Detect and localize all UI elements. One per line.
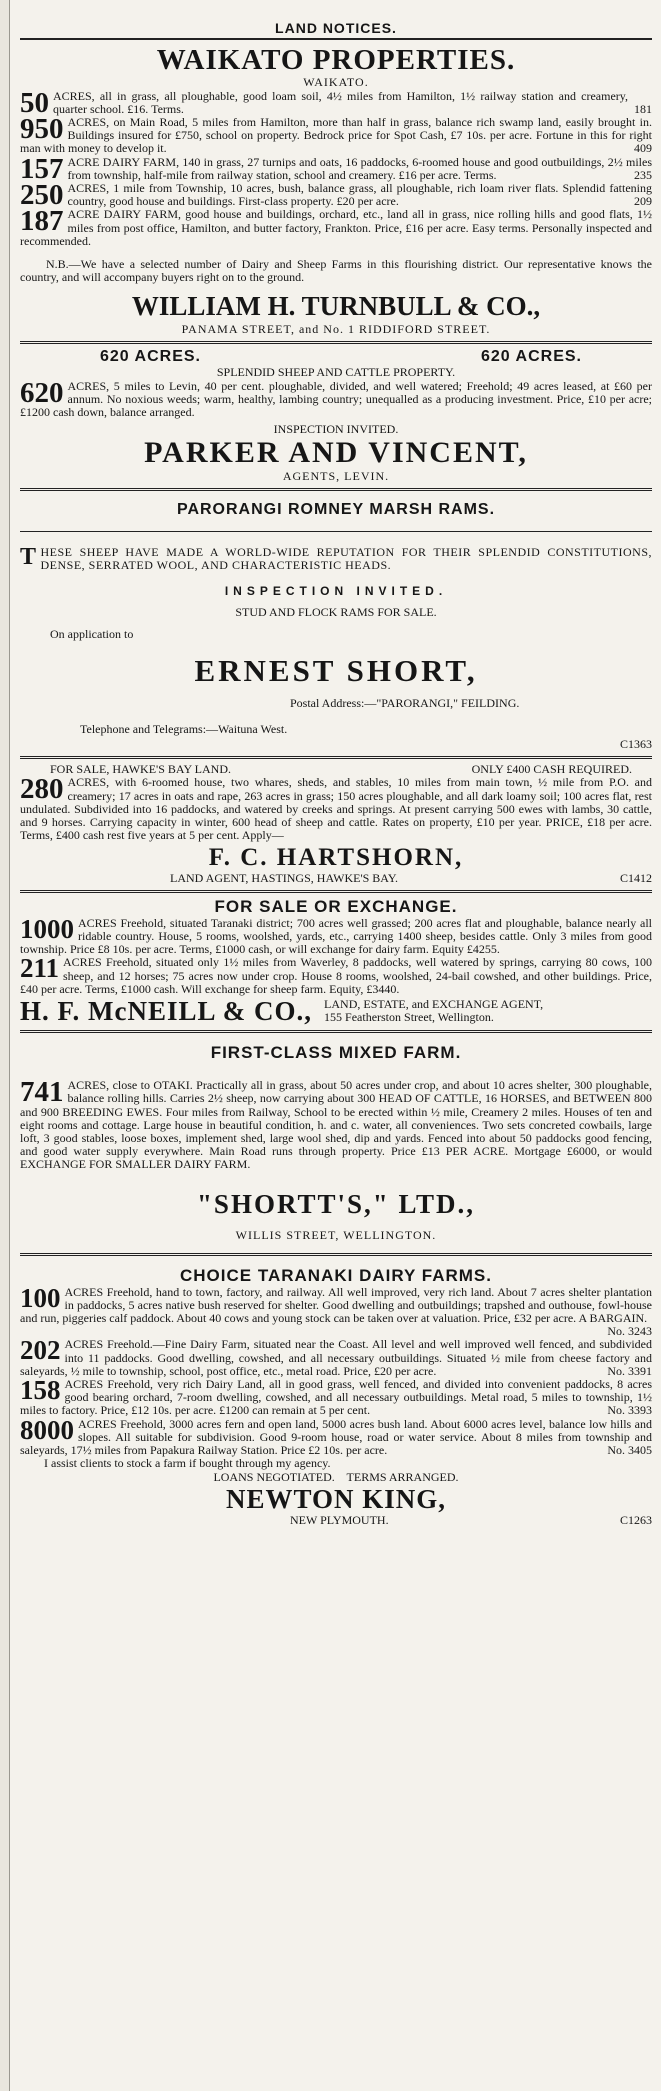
listing-item (20, 1374, 652, 1418)
listing-text: ACRES, 1 mile from Township, 10 acres, bush, balance grass, all ploughable, rich loam river flats. Splendid fattening country, good house and buildings. First-class property. £20 per acre. (67, 180, 652, 209)
mixed-farm-ad (20, 1043, 652, 1242)
mixed-address: WILLIS STREET, WELLINGTON. (235, 1227, 437, 1242)
mixed-agent: "SHORTT'S," LTD., (196, 1188, 476, 1219)
listing-item (20, 152, 652, 185)
listing-acres: 280 (20, 773, 64, 806)
listing-acres: 157 (20, 152, 64, 185)
listing-text: ACRES Freehold.—Fine Dairy Farm, situated near the Coast. All level and well improved well fenced, and subdivided into 11 paddocks. Good dwelling, cowshed, and all necessary outbuildings. Situated ½ mile from cheese factory and saleyards, ½ mile to township, school, post office, etc., metal road. Price, £20 per acre. (20, 1337, 652, 1378)
hawkes-right-head: ONLY £400 CASH REQUIRED. (471, 761, 632, 776)
listing-acres: 187 (20, 205, 64, 238)
levin-left-head: 620 ACRES. (100, 348, 201, 366)
listing-text: ACRES, with 6-roomed house, two whares, sheds, and stables, 10 miles from main town, ½ mile from P.O. and creamery; 17 acres in oats and rape, 263 acres in grass; 150 acres ploughable, and all dark loamy soil; 100 acres flat, rest undulated. Subdivided into 16 paddocks, and watered by creeks and springs. At present carrying 500 ewes with lambs, 30 cattle, and 9 horses. Carrying capacity in winter, 600 head of sheep and cattle. Rates on property, £10 per year. PRICE, £18 per acre. Terms, £400 cash rest five years at 5 per cent. (20, 775, 652, 843)
taranaki-title: CHOICE TARANAKI DAIRY FARMS. (180, 1265, 492, 1285)
taranaki-location: NEW PLYMOUTH. (290, 1513, 389, 1528)
listing-ref: No. 3391 (607, 1363, 652, 1378)
listing-item (20, 86, 652, 119)
listing-ref: 209 (634, 194, 652, 209)
hawkes-ref: C1412 (619, 871, 652, 886)
listing-acres: 158 (20, 1374, 61, 1405)
parorangi-ad (20, 501, 652, 752)
waikato-address: PANAMA STREET, and No. 1 RIDDIFORD STREET. (181, 322, 491, 337)
parorangi-inspection: INSPECTION INVITED. (224, 584, 448, 599)
listing-acres: 211 (20, 953, 60, 984)
listing-acres: 202 (20, 1335, 61, 1366)
listing-text: ACRES, close to OTAKI. Practically all in grass, about 50 acres under crop, and about 10 acres shelter, 300 ploughable, balance rolling hills. Carries 2½ sheep, now carrying about 300 HEAD OF CATTLE, 16 HORSES, and BETWEEN 800 and 900 BREEDING EWES. Four miles from Railway, School to be erected within ½ mile, Creamery 2 miles. Houses of ten and eight rooms and cottage. Large house in beautiful condition, h. and c. water, all conveniences. Two sets concreted cowbails, large loft, 3 good stables, loose boxes, implement shed, large wool shed, dip and yards. Fenced into about 50 paddocks good fencing, and good water supply everywhere. Main Road runs through property. Price £13 PER ACRE. Mortgage £6000, or would EXCHANGE FOR SMALLER DAIRY FARM. (20, 1078, 652, 1172)
listing-text: ACRES Freehold, situated only 1½ miles from Waverley, 8 paddocks, well watered by springs, carrying 80 cows, 100 sheep, and 12 horses; 75 acres now under crop. House 8 rooms, woolshed, 24-bail cowshed, and other buildings. Price, £40 per acre. Terms, £1000 cash. Will exchange for sheep farm. Equity, £3440. (20, 955, 652, 996)
listing-text: ACRES Freehold, very rich Dairy Land, all in good grass, well fenced, and divided into convenient paddocks, 8 acres good bearing orchard, 7-room dwelling, cowshed, and all necessary outbuildings. Metal road, 5 miles to township, 1½ miles to factory. Price, £12 10s. per acre. £1200 can remain at 5 per cent. (20, 1376, 652, 1418)
hawkes-bay-ad (20, 763, 652, 886)
taranaki-ref: C1263 (619, 1513, 652, 1528)
listing-text: ACRES Freehold, 3000 acres fern and open land, 5000 acres bush land. About 6000 acres level, balance low hills and slopes. All suitable for subdivision. Good 9-room house, road or water service. About 8 miles from township and saleyards, 17½ miles from Papakura Railway Station. Price £2 10s. per acre. (20, 1416, 652, 1457)
levin-inspection: INSPECTION INVITED. (273, 422, 399, 437)
listing-item (20, 1335, 652, 1378)
waikato-agent: WILLIAM H. TURNBULL & CO., (131, 291, 541, 322)
parorangi-stud: STUD AND FLOCK RAMS FOR SALE. (235, 605, 437, 620)
levin-right-head: 620 ACRES. (481, 348, 582, 366)
waikato-nb: N.B.—We have a selected number of Dairy and Sheep Farms in this flourishing district. Our representative knows the country, and will accompany buyers right on to the ground. (20, 256, 652, 285)
levin-location: AGENTS, LEVIN. (282, 468, 390, 483)
taranaki-loans: LOANS NEGOTIATED. TERMS ARRANGED. (213, 1469, 459, 1484)
hawkes-agent: F. C. HARTSHORN, (208, 844, 464, 872)
levin-ad (20, 348, 652, 484)
waikato-title: WAIKATO PROPERTIES. (156, 44, 516, 76)
parorangi-telephone: Telephone and Telegrams:—Waituna West. (80, 721, 288, 736)
levin-subtitle: SPLENDID SHEEP AND CATTLE PROPERTY. (216, 365, 456, 380)
parorangi-body (20, 543, 652, 573)
listing-acres: 1000 (20, 913, 74, 944)
waikato-subtitle: WAIKATO. (303, 75, 369, 89)
listing-ref: 181 (634, 101, 652, 116)
listing-item (20, 205, 652, 248)
listing-ref: 235 (634, 167, 652, 182)
listing-ref: No. 3243 (607, 1324, 652, 1339)
listing-item (20, 773, 652, 843)
mixed-title: FIRST-CLASS MIXED FARM. (210, 1043, 462, 1063)
parorangi-agent: ERNEST SHORT, (194, 653, 478, 689)
hawkes-apply: Apply— (241, 828, 284, 843)
land-notices-column (20, 0, 652, 1528)
parorangi-ref: C1363 (619, 737, 652, 752)
listing-item (20, 1282, 652, 1339)
exchange-agent-desc: LAND, ESTATE, and EXCHANGE AGENT, (324, 997, 544, 1012)
levin-agent: PARKER AND VINCENT, (144, 435, 528, 469)
listing-ref: 409 (634, 141, 652, 156)
exchange-agent-addr: 155 Featherston Street, Wellington. (324, 1010, 494, 1025)
parorangi-application: On application to (50, 626, 134, 641)
waikato-ad (20, 44, 652, 337)
parorangi-postal: Postal Address:—"PARORANGI," FEILDING. (290, 696, 520, 711)
taranaki-ad (20, 1266, 652, 1528)
listing-acres: 8000 (20, 1414, 74, 1445)
listing-text: ACRES, 5 miles to Levin, 40 per cent. ploughable, divided, and well watered; Freehold; 49 acres leased, at £60 per annum. No noxious weeds; warm, healthy, lambing country; unequalled as a producing investment. Price, £10 per acre; £1200 cash down, balance arranged. (20, 378, 652, 420)
listing-item (20, 1414, 652, 1458)
exchange-title: FOR SALE OR EXCHANGE. (214, 896, 458, 916)
listing-acres: 741 (20, 1076, 64, 1109)
hawkes-left-head: FOR SALE, HAWKE'S BAY LAND. (50, 761, 231, 776)
listing-acres: 100 (20, 1282, 61, 1313)
page-gutter (0, 0, 10, 2091)
listing-acres: 250 (20, 178, 64, 211)
listing-text: ACRES Freehold, hand to town, factory, and railway. All well improved, very rich land. About 7 acres shelter plantation in paddocks, 5 acres native bush reserved for shelter. Good dwelling and outbuildings; trapshed and outhouse, fowl-house and run, piggeries calf paddock. About 40 cows and young stock can be taken over at valuation. Price, £32 per acre. A BARGAIN. (20, 1284, 652, 1325)
parorangi-body-text: HESE SHEEP HAVE MADE A WORLD-WIDE REPUTATION FOR THEIR SPLENDID CONSTITUTIONS, DENSE, SERRATED WOOL, AND CHARACTERISTIC HEADS. (40, 544, 652, 573)
listing-text: ACRES Freehold, situated Taranaki district; 700 acres well grassed; 200 acres flat and ploughable, balance nearly all ridable country. House, 5 rooms, woolshed, yards, etc., carrying 1400 sheep, besides cattle. Only 3 miles from good township. Price £8 10s. per acre. Terms, £1000 cash, or will exchange for dairy farm. Equity £4255. (20, 915, 652, 957)
listing-item (20, 376, 652, 420)
listing-acres: 620 (20, 376, 64, 409)
listing-ref: No. 3405 (607, 1442, 652, 1457)
listing-ref: No. 3393 (607, 1403, 652, 1418)
listing-acres: 950 (20, 112, 64, 145)
listing-item (20, 913, 652, 957)
listing-item (20, 953, 652, 996)
taranaki-assist: I assist clients to stock a farm if bought through my agency. (44, 1456, 331, 1471)
listing-text: ACRES, all in grass, all ploughable, good loam soil, 4½ miles from Hamilton, 1½ railway station and creamery, quarter school. £16. Terms. (53, 88, 628, 116)
listing-item (20, 178, 652, 211)
exchange-agent: H. F. McNEILL & CO., (20, 996, 313, 1027)
listing-acres: 50 (20, 86, 49, 119)
exchange-ad (20, 897, 652, 1026)
listing-item (20, 1076, 652, 1172)
listing-text: ACRE DAIRY FARM, good house and buildings, orchard, etc., land all in grass, nice rolling hills and good flats, 1½ miles from post office, Hamilton, and butter factory, Frankton. Price, £16 per acre. Easy terms. Personally inspected and recommended. (20, 207, 652, 248)
section-header: LAND NOTICES. (275, 20, 397, 36)
listing-item (20, 112, 652, 156)
taranaki-agent: NEWTON KING, (225, 1484, 447, 1515)
parorangi-title: PARORANGI ROMNEY MARSH RAMS. (176, 500, 496, 518)
hawkes-location: LAND AGENT, HASTINGS, HAWKE'S BAY. (170, 871, 398, 886)
listing-text: ACRES, on Main Road, 5 miles from Hamilton, more than half in grass, balance rich swamp land, easily brought in. Buildings insured for £750, school on property. Bedrock price for Spot Cash, £7 10s. per acre. Fortune in this for right man with money to develop it. (20, 114, 652, 156)
listing-text: ACRE DAIRY FARM, 140 in grass, 27 turnips and oats, 16 paddocks, 6-roomed house and good outbuildings, 2½ miles from township, half-mile from railway station, school and creamery. £16 per acre. Terms. (67, 154, 652, 182)
parorangi-drop-cap: T (20, 543, 37, 570)
